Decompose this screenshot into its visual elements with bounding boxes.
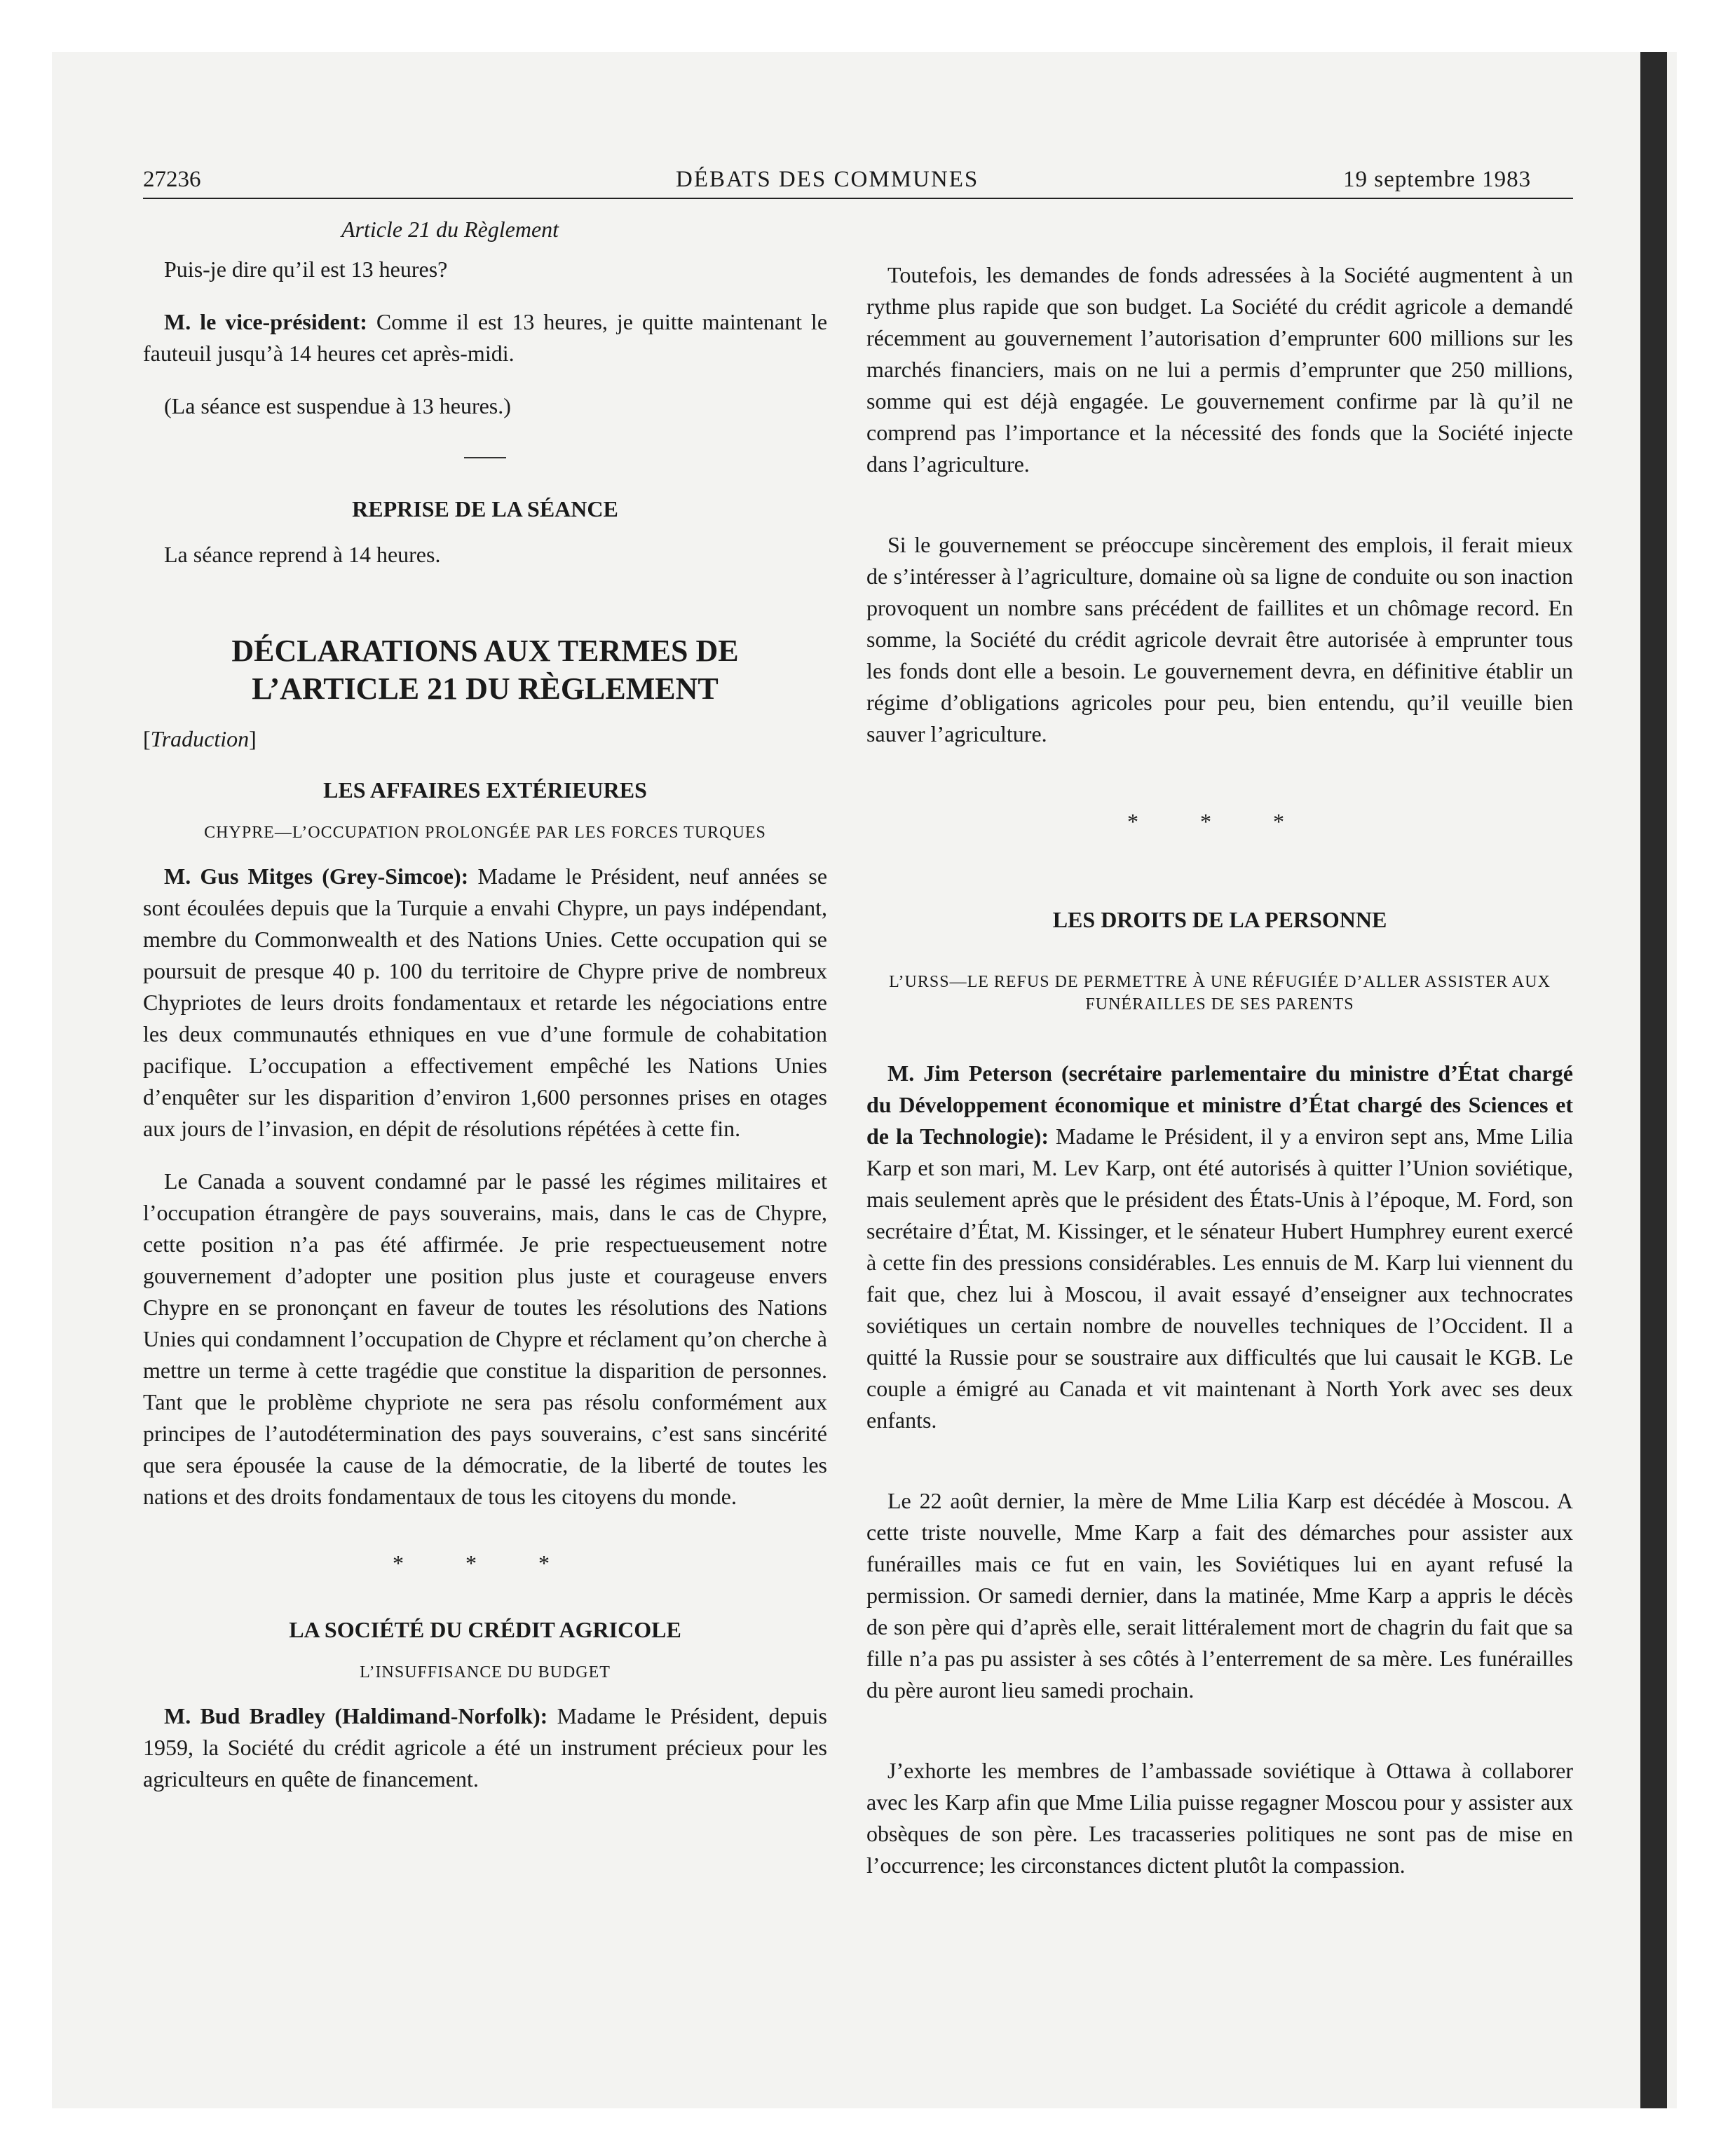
section-heading: LES AFFAIRES EXTÉRIEURES [323,777,647,803]
paragraph: La séance reprend à 14 heures. [164,542,441,567]
speaker-name: M. Jim Peterson (secrétaire parlementaire du ministre d’État chargé du Développement économique et ministre d’État chargé des Sciences et de la Technologie): [866,1060,1573,1149]
right-column [866,259,1573,1881]
header-rule [143,198,1573,199]
paragraph [143,306,827,369]
major-heading-line: DÉCLARATIONS AUX TERMES DE [231,634,739,668]
speaker-name: M. le vice-président: [164,309,367,334]
major-heading [143,632,827,708]
section-heading: REPRISE DE LA SÉANCE [352,496,618,521]
section-subheading: L’INSUFFISANCE DU BUDGET [360,1663,611,1681]
speaker-name: M. Bud Bradley (Haldimand-Norfolk): [164,1703,548,1728]
paragraph: (La séance est suspendue à 13 heures.) [164,393,511,418]
speaker-name: M. Gus Mitges (Grey-Simcoe): [164,864,469,889]
paragraph: Le Canada a souvent condamné par le passé les régimes militaires et l’occupation étrangère de pays souverains, mais, dans le cas de Chypre, cette position n’a pas été affirmée. Je prie respectueusement notre gouvernement d’adopter une position plus juste et courageuse envers Chypre en se prononçant en faveur de toutes les résolutions des Nations Unies qui condamnent l’occupation de Chypre et réclament qu’on cherche à mettre un terme à cette tragédie que constitue la disparition de personnes. Tant que le problème chypriote ne sera pas résolu conformément aux principes de l’autodétermination des pays souverains, c’est sans sincérité que sera épousée la cause de la démocratie, de la liberté de toutes les nations et des droits fondamentaux de tous les citoyens du monde. [143,1168,827,1509]
section-heading: LES DROITS DE LA PERSONNE [1052,907,1387,932]
paragraph: Toutefois, les demandes de fonds adressées à la Société augmentent à un rythme plus rapide que son budget. La Société du crédit agricole a demandé récemment au gouvernement l’autorisation d’emprunter 600 millions sur les marchés financiers, mais on ne lui a permis d’emprunter que 250 millions, somme qui est déjà engagée. Le gouvernement confirme par là qu’il ne comprend pas l’importance et la nécessité des fonds que la Société injecte dans l’agriculture. [866,262,1573,477]
scan-edge-shadow [1640,52,1667,2108]
paragraph [143,1700,827,1795]
section-heading: LA SOCIÉTÉ DU CRÉDIT AGRICOLE [289,1617,681,1642]
paragraph [866,1058,1573,1436]
paragraph: Le 22 août dernier, la mère de Mme Lilia Karp est décédée à Moscou. A cette triste nouvelle, Mme Karp a fait des démarches pour assister aux funérailles mais ce fut en vain, les Soviétiques lui en ayant refusé la permission. Or samedi dernier, dans la matinée, Mme Karp a appris le décès de son père qui d’après elle, serait littéralement mort de chagrin du fait que sa fille n’a pas pu assister à ses côtés à l’enterrement de sa mère. Les funérailles du père auront lieu samedi prochain. [866,1488,1573,1703]
paragraph: J’exhorte les membres de l’ambassade soviétique à Ottawa à collaborer avec les Karp afin que Mme Lilia puisse regagner Moscou pour y assister aux obsèques de son père. Les tracasseries politiques ne sont pas de mise en l’occurrence; les circonstances dictent plutôt la compassion. [866,1758,1573,1878]
standing-order-heading: Article 21 du Règlement [341,217,559,242]
speech-text: Madame le Président, depuis 1959, la Société du crédit agricole a été un instrument précieux pour les agriculteurs en quête de financement. [143,1703,828,1792]
page-number: 27236 [143,167,201,192]
section-subheading: L’URSS—LE REFUS DE PERMETTRE À UNE RÉFUGIÉE D’ALLER ASSISTER AUX FUNÉRAILLES DE SES PARENTS [889,973,1551,1014]
section-subheading: CHYPRE—L’OCCUPATION PROLONGÉE PAR LES FORCES TURQUES [204,824,766,842]
left-column [143,214,827,1795]
section-separator: * * * [393,1550,578,1576]
major-heading-line: L’ARTICLE 21 DU RÈGLEMENT [252,671,719,706]
translation-note: [Traduction] [143,726,257,751]
speech-text: Madame le Président, neuf années se sont écoulées depuis que la Turquie a envahi Chypre, un pays indépendant, membre du Commonwealth et des Nations Unies. Cette occupation qui se poursuit de presque 40 p. 100 du territoire de Chypre prive de nombreux Chypriotes de leurs droits fondamentaux et retarde les négociations entre les deux communautés ethniques en vue d’une formule de cohabitation pacifique. L’occupation a effectivement empêché les Nations Unies d’enquêter sur les disparition d’environ 1,600 personnes prises en otages aux jours de l’invasion, en dépit de résolutions répétées à cette fin. [143,864,828,1141]
journal-title: DÉBATS DES COMMUNES [676,167,979,192]
paragraph [143,861,827,1145]
running-date: 19 septembre 1983 [1343,167,1532,192]
speech-text: Madame le Président, il y a environ sept ans, Mme Lilia Karp et son mari, M. Lev Karp, ont été autorisés à quitter l’Union soviétique, mais seulement après que le président des États-Unis à l’époque, M. Ford, son secrétaire d’État, M. Kissinger, et le sénateur Hubert Humphrey eurent exercé à cette fin des pressions considérables. Les ennuis de M. Karp lui viennent du fait que, chez lui à Moscou, il avait essayé d’enseigner aux technocrates soviétiques un certain nombre de nouvelles techniques de l’Occident. Il a quitté la Russie pour se soustraire aux difficultés que lui causait le KGB. Le couple a émigré au Canada et vit maintenant à North York avec ses deux enfants. [866,1124,1574,1433]
paragraph: Si le gouvernement se préoccupe sincèrement des emplois, il ferait mieux de s’intéresser à l’agriculture, domaine où sa ligne de conduite ou son inaction provoquent un nombre sans précédent de faillites et un chômage record. En somme, la Société du crédit agricole devrait être autorisée à emprunter tous les fonds dont elle a besoin. Le gouvernement devra, en définitive établir un régime d’obligations agricoles pour peu, bien entendu, qu’il veuille bien sauver l’agriculture. [866,532,1573,746]
paragraph: Puis-je dire qu’il est 13 heures? [164,257,448,282]
speech-text: Comme il est 13 heures, je quitte maintenant le fauteuil jusqu’à 14 heures cet après-midi. [143,309,828,366]
section-separator: * * * [1127,809,1312,834]
